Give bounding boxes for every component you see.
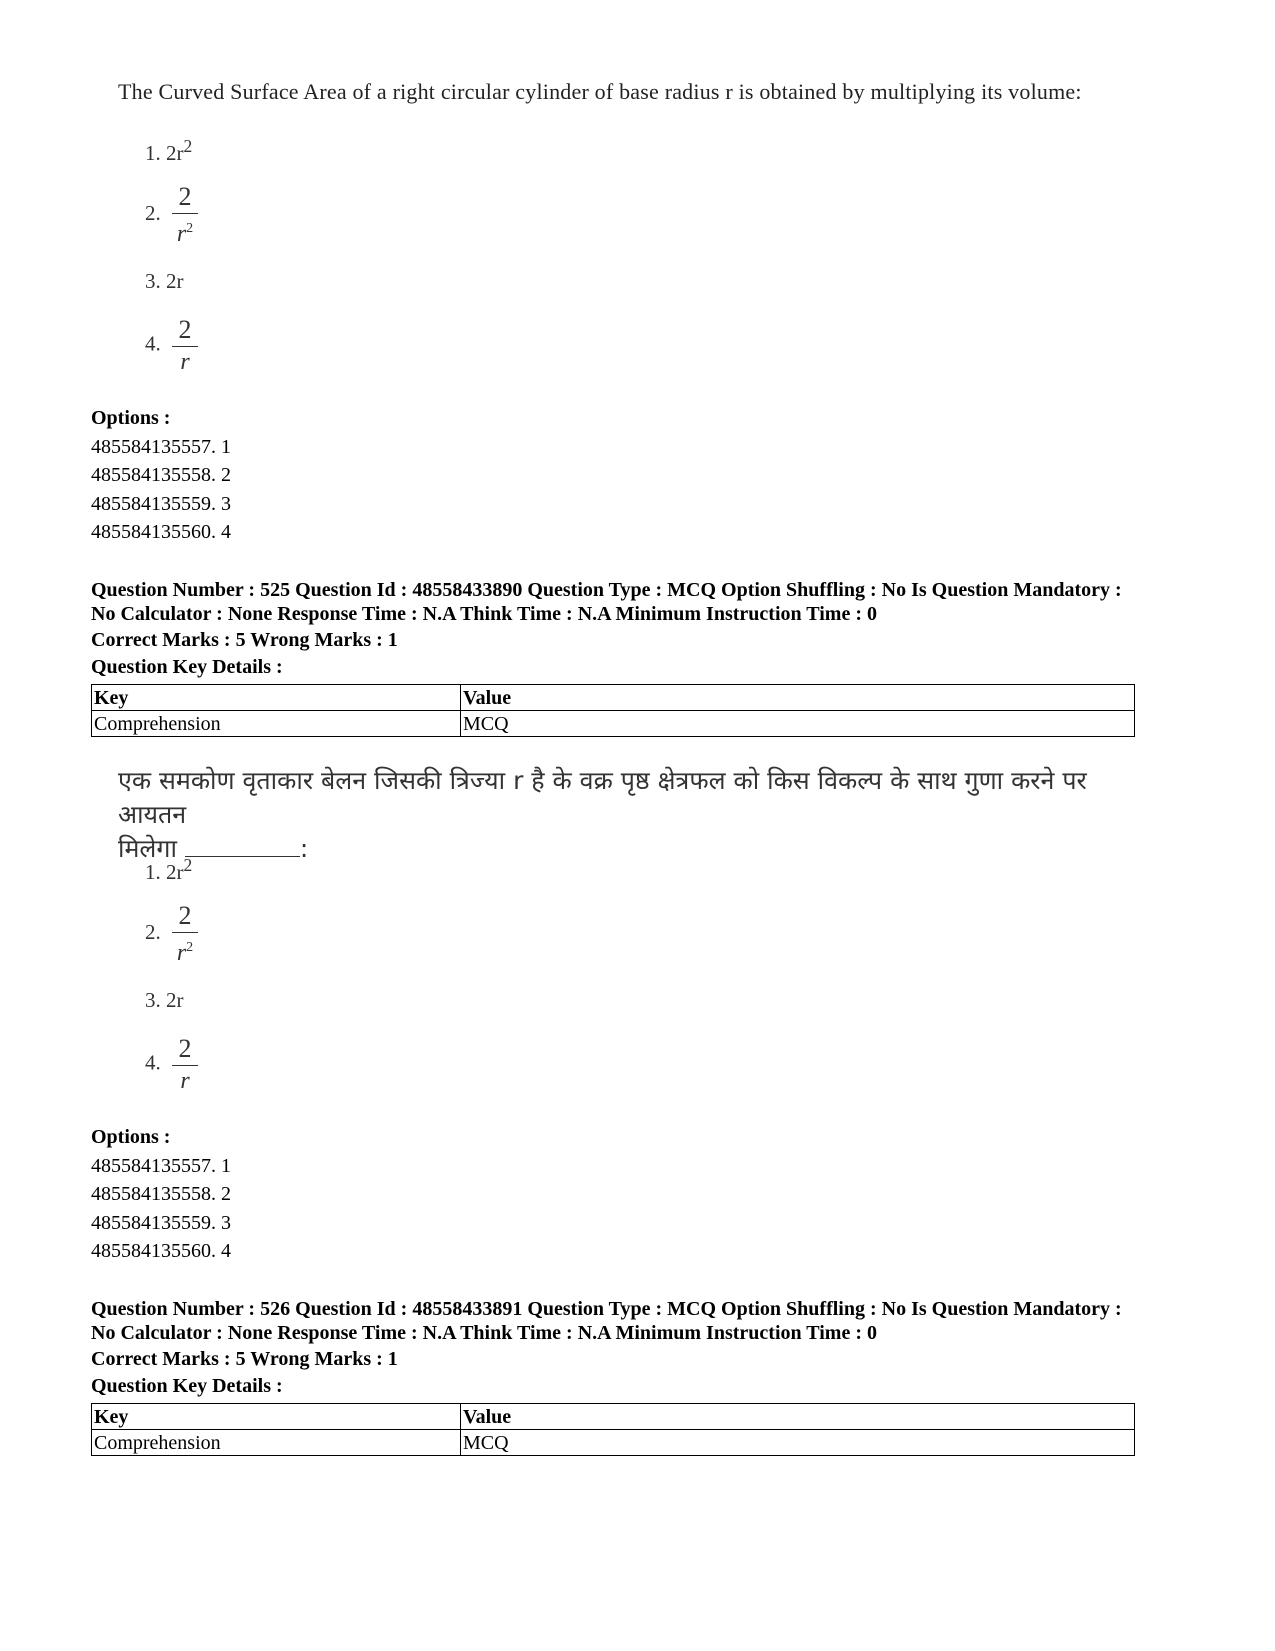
option-item: 485584135559. 3 bbox=[91, 1211, 231, 1234]
option-item: 485584135560. 4 bbox=[91, 521, 231, 543]
choice-number: 2. bbox=[145, 200, 161, 225]
marks-line: Correct Marks : 5 Wrong Marks : 1 bbox=[91, 1348, 398, 1370]
choice-3 bbox=[145, 269, 184, 294]
choice-number: 4. bbox=[145, 331, 161, 356]
fraction-bar bbox=[172, 213, 198, 214]
fraction-bar bbox=[172, 932, 198, 933]
denominator-exponent: 2 bbox=[186, 940, 194, 955]
table-header-row bbox=[92, 1404, 1135, 1430]
fraction-denominator: r bbox=[180, 1068, 190, 1094]
fraction-numerator: 2 bbox=[178, 901, 192, 930]
options-title: Options : bbox=[91, 1126, 171, 1148]
option-item: 485584135557. 1 bbox=[91, 435, 231, 458]
key-value-table bbox=[91, 1403, 1135, 1456]
cell-key: Comprehension bbox=[92, 1430, 461, 1456]
header-key: Key bbox=[92, 1404, 461, 1430]
option-item: 485584135557. 1 bbox=[91, 1154, 231, 1177]
cell-value: MCQ bbox=[461, 1430, 1135, 1456]
option-item: 485584135560. 4 bbox=[91, 1240, 231, 1262]
metadata-line: Question Number : 526 Question Id : 48558433891 Question Type : MCQ Option Shuffling : No Is Question Mandatory : bbox=[91, 1298, 1122, 1320]
option-item: 485584135558. 2 bbox=[91, 464, 231, 486]
choice-expression: 2r bbox=[166, 269, 184, 293]
metadata-line: No Calculator : None Response Time : N.A Think Time : N.A Minimum Instruction Time : 0 bbox=[91, 602, 877, 625]
choice-4 bbox=[145, 1035, 198, 1094]
question-text-english: The Curved Surface Area of a right circular cylinder of base radius r is obtained by multiplying its volume: bbox=[118, 79, 1082, 104]
fraction bbox=[172, 1035, 198, 1094]
options-title: Options : bbox=[91, 407, 171, 429]
fraction bbox=[172, 316, 198, 375]
table-row bbox=[92, 1430, 1135, 1456]
question-metadata bbox=[91, 1298, 1191, 1345]
choice-exponent: 2 bbox=[183, 136, 193, 156]
choice-number: 1. bbox=[145, 860, 161, 884]
marks-line: Correct Marks : 5 Wrong Marks : 1 bbox=[91, 629, 398, 651]
choice-2 bbox=[145, 183, 198, 247]
choice-1 bbox=[145, 855, 192, 885]
option-item: 485584135559. 3 bbox=[91, 492, 231, 515]
choice-number: 4. bbox=[145, 1050, 161, 1075]
key-value-table bbox=[91, 684, 1135, 737]
metadata-line: Question Number : 525 Question Id : 48558433890 Question Type : MCQ Option Shuffling : No Is Question Mandatory : bbox=[91, 579, 1122, 601]
fraction-numerator: 2 bbox=[178, 315, 192, 344]
fraction-numerator: 2 bbox=[178, 1034, 192, 1063]
denominator-exponent: 2 bbox=[186, 221, 194, 236]
choice-number: 3. bbox=[145, 269, 161, 293]
choice-number: 3. bbox=[145, 988, 161, 1012]
choice-expression: 2r bbox=[166, 860, 184, 884]
cell-key: Comprehension bbox=[92, 711, 461, 737]
fraction-denominator: r bbox=[180, 349, 190, 375]
choice-4 bbox=[145, 316, 198, 375]
denominator-base: r bbox=[176, 221, 187, 247]
choice-expression: 2r bbox=[166, 988, 184, 1012]
key-details-heading: Question Key Details : bbox=[91, 1375, 283, 1397]
table-header-row bbox=[92, 685, 1135, 711]
choice-number: 1. bbox=[145, 141, 161, 165]
choice-2 bbox=[145, 902, 198, 966]
question-metadata bbox=[91, 579, 1191, 626]
choice-expression: 2r bbox=[166, 141, 184, 165]
fraction-bar bbox=[172, 1065, 198, 1066]
choice-3 bbox=[145, 988, 184, 1013]
option-item: 485584135558. 2 bbox=[91, 1183, 231, 1205]
choice-1 bbox=[145, 136, 192, 166]
fraction-numerator: 2 bbox=[178, 182, 192, 211]
choice-exponent: 2 bbox=[183, 855, 193, 875]
metadata-line: No Calculator : None Response Time : N.A Think Time : N.A Minimum Instruction Time : 0 bbox=[91, 1321, 877, 1344]
fraction-denominator bbox=[172, 216, 198, 247]
fraction-bar bbox=[172, 346, 198, 347]
key-details-heading: Question Key Details : bbox=[91, 656, 283, 678]
fraction bbox=[172, 183, 198, 247]
header-value: Value bbox=[461, 1404, 1135, 1430]
cell-value: MCQ bbox=[461, 711, 1135, 737]
fill-in-blank bbox=[185, 834, 300, 857]
question-line: एक समकोण वृताकार बेलन जिसकी त्रिज्या r है के वक्र पृष्ठ क्षेत्रफल को किस विकल्प के साथ गुणा करने पर आयतन bbox=[118, 766, 1087, 829]
question-line bbox=[118, 832, 1118, 866]
options-list bbox=[91, 404, 231, 547]
options-list bbox=[91, 1123, 231, 1266]
header-value: Value bbox=[461, 685, 1135, 711]
question-text-hindi bbox=[118, 764, 1118, 866]
table-row bbox=[92, 711, 1135, 737]
choice-number: 2. bbox=[145, 919, 161, 944]
question-line-text: मिलेगा bbox=[118, 834, 177, 863]
header-key: Key bbox=[92, 685, 461, 711]
denominator-base: r bbox=[176, 940, 187, 966]
fraction-denominator bbox=[172, 935, 198, 966]
fraction bbox=[172, 902, 198, 966]
blank-suffix: : bbox=[299, 834, 309, 863]
